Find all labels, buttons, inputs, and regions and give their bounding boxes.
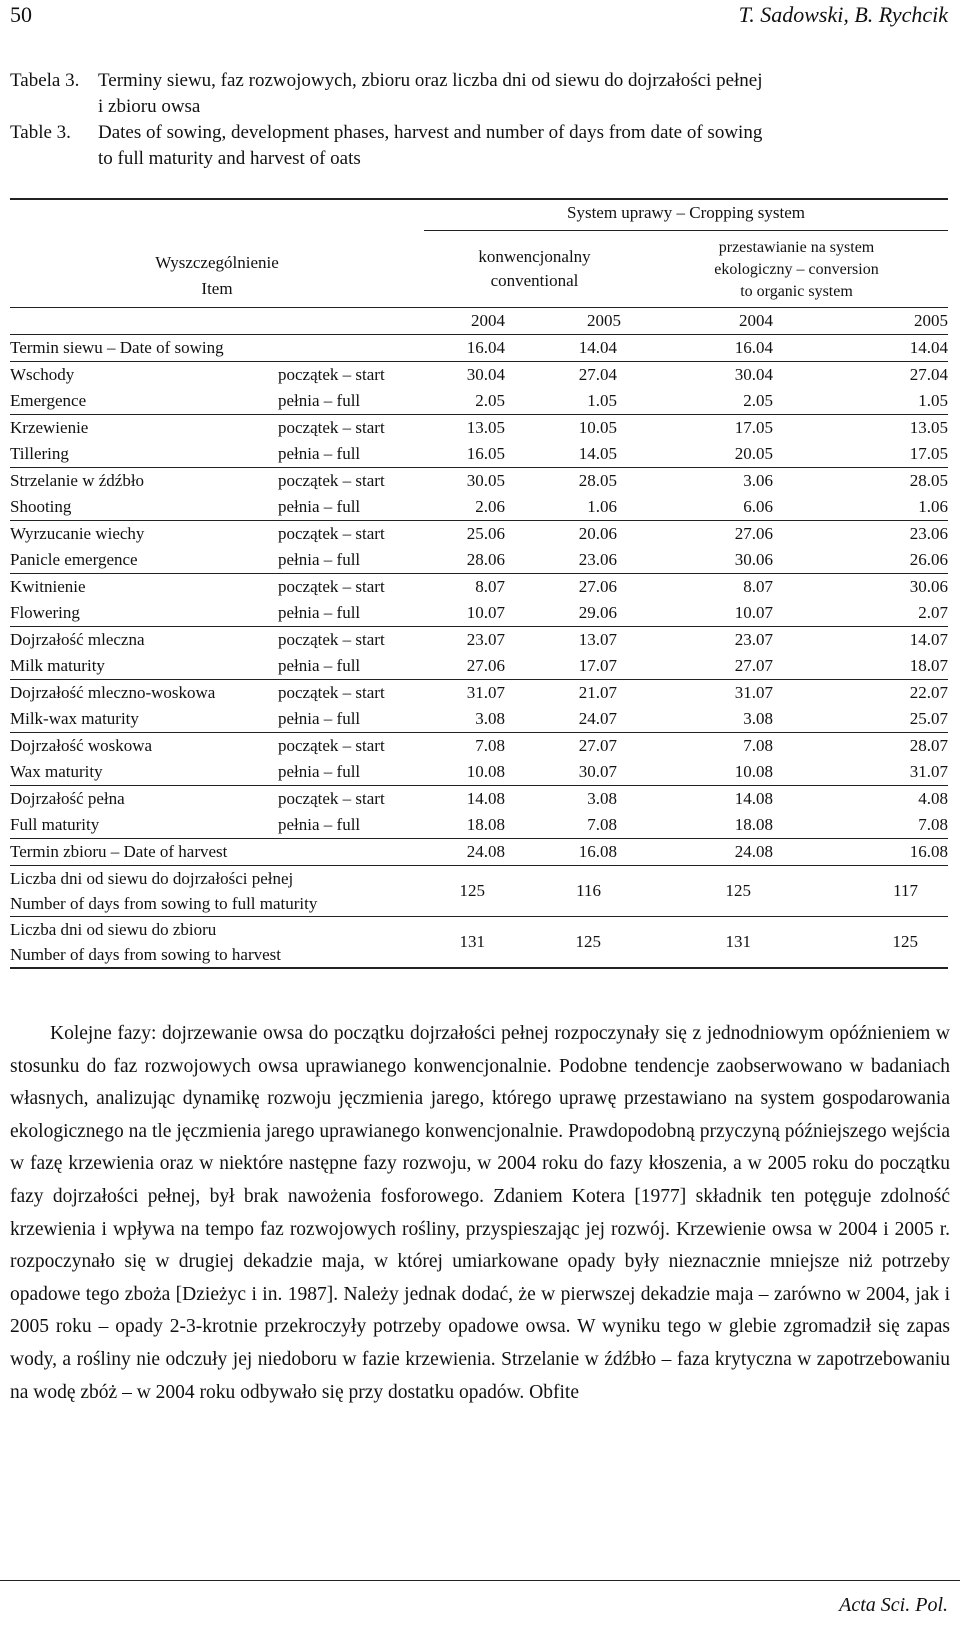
- start-label: początek – start: [278, 418, 385, 437]
- journal-name: Acta Sci. Pol.: [839, 1594, 948, 1616]
- value-cell: 10.05: [578, 418, 617, 437]
- phase-name-en: Panicle emergence: [10, 550, 138, 569]
- start-label: początek – start: [278, 736, 385, 755]
- phase-name-pl: Dojrzałość mleczna: [10, 630, 145, 649]
- conventional-header: [424, 231, 645, 308]
- value-cell: 10.08: [466, 762, 505, 781]
- value-cell: 18.08: [734, 815, 773, 834]
- phase-row: [10, 600, 948, 627]
- value-cell: 16.04: [466, 338, 505, 357]
- value-cell: 1.05: [587, 391, 617, 410]
- value-cell: 2.06: [475, 497, 505, 516]
- org-line-2: ekologiczny – conversion: [714, 261, 879, 278]
- phase-row: [10, 441, 948, 468]
- value-cell: 27.07: [578, 736, 617, 755]
- value-cell: 26.06: [909, 550, 948, 569]
- header-row-system: [10, 199, 948, 231]
- phase-name-pl: Dojrzałość pełna: [10, 789, 125, 808]
- conv-pl: konwencjonalny: [478, 247, 591, 266]
- phase-row: [10, 812, 948, 839]
- value-cell: 21.07: [578, 683, 617, 702]
- caption-en-text: Dates of sowing, development phases, harvest and number of days from date of sowing: [98, 122, 763, 143]
- value-cell: 28.07: [909, 736, 948, 755]
- value-cell: 7.08: [743, 736, 773, 755]
- caption-en-text-cont: to full maturity and harvest of oats: [98, 148, 361, 169]
- value-cell: 27.07: [734, 656, 773, 675]
- phase-row: [10, 653, 948, 680]
- phase-row: [10, 547, 948, 574]
- value-cell: 24.07: [578, 709, 617, 728]
- value-cell: 14.07: [909, 630, 948, 649]
- full-label: pełnia – full: [278, 762, 361, 781]
- value-cell: 8.07: [475, 577, 505, 596]
- value-cell: 23.07: [734, 630, 773, 649]
- value-cell: 29.06: [578, 603, 617, 622]
- harvest-row: [10, 839, 948, 866]
- value-cell: 23.06: [909, 524, 948, 543]
- value-cell: 7.08: [918, 815, 948, 834]
- phase-name-en: Emergence: [10, 391, 87, 410]
- phase-row: [10, 706, 948, 733]
- start-label: początek – start: [278, 524, 385, 543]
- value-cell: 131: [424, 917, 505, 969]
- phase-name-pl: Wschody: [10, 365, 75, 384]
- value-cell: 3.06: [743, 471, 773, 490]
- harvest-label: Termin zbioru – Date of harvest: [10, 842, 228, 861]
- value-cell: 16.04: [734, 338, 773, 357]
- value-cell: 1.05: [918, 391, 948, 410]
- year-cell: 2004: [471, 311, 505, 330]
- full-label: pełnia – full: [278, 391, 361, 410]
- phase-row: [10, 362, 948, 389]
- value-cell: 7.08: [587, 815, 617, 834]
- label-pl: Liczba dni od siewu do dojrzałości pełnej: [10, 869, 294, 888]
- value-cell: 30.05: [466, 471, 505, 490]
- phase-name-en: Full maturity: [10, 815, 100, 834]
- sowing-row: [10, 335, 948, 362]
- value-cell: 25.07: [909, 709, 948, 728]
- value-cell: 4.08: [918, 789, 948, 808]
- value-cell: 27.04: [909, 365, 948, 384]
- value-cell: 117: [893, 881, 918, 900]
- value-cell: 30.04: [466, 365, 505, 384]
- value-cell: 22.07: [909, 683, 948, 702]
- value-cell: 13.07: [578, 630, 617, 649]
- days-harvest-label: [10, 917, 424, 969]
- value-cell: 16.08: [909, 842, 948, 861]
- label-pl: Liczba dni od siewu do zbioru: [10, 920, 217, 939]
- phase-row: [10, 627, 948, 654]
- value-cell: 14.08: [466, 789, 505, 808]
- footer-rule: [0, 1580, 960, 1581]
- value-cell: 30.06: [909, 577, 948, 596]
- caption-pl-text: Terminy siewu, faz rozwojowych, zbioru oraz liczba dni od siewu do dojrzałości pełnej: [98, 70, 763, 91]
- value-cell: 25.06: [466, 524, 505, 543]
- value-cell: 16.08: [578, 842, 617, 861]
- phase-name-pl: Krzewienie: [10, 418, 89, 437]
- value-cell: 8.07: [743, 577, 773, 596]
- phase-row: [10, 468, 948, 495]
- full-label: pełnia – full: [278, 709, 361, 728]
- year-cell: 2005: [914, 311, 948, 330]
- value-cell: 28.05: [909, 471, 948, 490]
- value-cell: 24.08: [466, 842, 505, 861]
- value-cell: 14.08: [734, 789, 773, 808]
- page-header: [0, 0, 960, 50]
- organic-header: [645, 231, 948, 308]
- value-cell: 2.05: [475, 391, 505, 410]
- phase-name-pl: Dojrzałość mleczno-woskowa: [10, 683, 216, 702]
- item-header-pl: Wyszczególnienie: [155, 252, 279, 272]
- conv-en: conventional: [490, 271, 579, 290]
- value-cell: 16.05: [466, 444, 505, 463]
- value-cell: 28.06: [466, 550, 505, 569]
- phase-name-en: Shooting: [10, 497, 72, 516]
- value-cell: 24.08: [734, 842, 773, 861]
- full-label: pełnia – full: [278, 497, 361, 516]
- phase-row: [10, 733, 948, 760]
- value-cell: 30.06: [734, 550, 773, 569]
- phase-row: [10, 786, 948, 813]
- org-line-3: to organic system: [740, 283, 853, 300]
- value-cell: 13.05: [909, 418, 948, 437]
- item-header-en: Item: [201, 278, 233, 298]
- phase-row: [10, 388, 948, 415]
- days-harvest-row: [10, 917, 948, 969]
- page-number: 50: [10, 2, 32, 27]
- body-paragraph: Kolejne fazy: dojrzewanie owsa do początku dojrzałości pełnej rozpoczynały się z jednodniowym opóźnieniem w stosunku do faz rozwojowych owsa uprawianego konwencjonalnie. Podobne tendencje zaobserwowano w badaniach własnych, analizując dynamikę rozwoju jęczmienia jarego, którego uprawę przestawiano na system gospodarowania ekologicznego na tle jęczmienia jarego uprawianego konwencjonalnie. Prawdopodobną przyczyną późniejszego wejścia w fazę krzewienia oraz w niektóre następne fazy rozwoju, w 2004 roku do fazy kłoszenia, a w 2005 roku do początku fazy dojrzałości pełnej, był brak nawożenia fosforowego. Zdaniem Kotera [1977] składnik ten potęguje zdolność krzewienia i wpływa na tempo faz rozwojowych rośliny, przyspieszając jej rozwój. Krzewienie owsa w 2004 i 2005 r. rozpoczynało się w drugiej dekadzie maja, w której umiarkowane opady były nieznacznie mniejsze niż potrzeby opadowe tego zboża [Dzieżyc i in. 1987]. Należy jednak dodać, że w pierwszej dekadzie maja – zarówno w 2004, jak i 2005 roku – opady 2-3-krotnie przekroczyły potrzeby opadowe owsa. W wyniku tego w glebie zgromadził się zapas wody, a rośliny nie odczuły jej niedoboru w fazie krzewienia. Strzelanie w źdźbło – faza krytyczna w zapotrzebowaniu na wodę zbóż – w 2004 roku odbywało się przy dostatku opadów. Obfite: [10, 1023, 950, 1403]
- year-cell: 2004: [739, 311, 773, 330]
- sowing-label: Termin siewu – Date of sowing: [10, 338, 224, 357]
- full-label: pełnia – full: [278, 550, 361, 569]
- value-cell: 125: [459, 881, 485, 900]
- value-cell: 125: [505, 917, 645, 969]
- value-cell: 18.07: [909, 656, 948, 675]
- value-cell: 3.08: [587, 789, 617, 808]
- value-cell: 1.06: [587, 497, 617, 516]
- value-cell: 31.07: [909, 762, 948, 781]
- value-cell: 27.06: [578, 577, 617, 596]
- phase-name-en: Milk maturity: [10, 656, 105, 675]
- value-cell: 20.06: [578, 524, 617, 543]
- phase-name-pl: Dojrzałość woskowa: [10, 736, 153, 755]
- value-cell: 2.07: [918, 603, 948, 622]
- value-cell: 27.04: [578, 365, 617, 384]
- phenology-table: [10, 198, 948, 969]
- phase-row: [10, 494, 948, 521]
- start-label: początek – start: [278, 630, 385, 649]
- value-cell: 14.04: [909, 338, 948, 357]
- value-cell: 1.06: [918, 497, 948, 516]
- value-cell: 17.05: [734, 418, 773, 437]
- value-cell: 116: [576, 881, 601, 900]
- value-cell: 10.07: [466, 603, 505, 622]
- year-cell: 2005: [587, 311, 621, 330]
- caption-pl-label: Tabela 3.: [10, 70, 80, 91]
- phase-row: [10, 759, 948, 786]
- start-label: początek – start: [278, 577, 385, 596]
- full-label: pełnia – full: [278, 603, 361, 622]
- caption-pl-text-cont: i zbioru owsa: [98, 96, 201, 117]
- phase-name-en: Wax maturity: [10, 762, 103, 781]
- phase-row: [10, 680, 948, 707]
- phase-row: [10, 415, 948, 442]
- days-full-row: [10, 866, 948, 917]
- value-cell: 31.07: [734, 683, 773, 702]
- full-label: pełnia – full: [278, 444, 361, 463]
- years-row: [10, 308, 948, 335]
- value-cell: 20.05: [734, 444, 773, 463]
- value-cell: 6.06: [743, 497, 773, 516]
- days-full-label: [10, 866, 424, 917]
- caption-en-label: Table 3.: [10, 122, 71, 143]
- start-label: początek – start: [278, 471, 385, 490]
- phase-name-pl: Strzelanie w źdźbło: [10, 471, 145, 490]
- phase-name-pl: Kwitnienie: [10, 577, 86, 596]
- running-authors: T. Sadowski, B. Rychcik: [738, 2, 948, 27]
- phase-name-en: Flowering: [10, 603, 80, 622]
- value-cell: 125: [795, 917, 948, 969]
- value-cell: 10.08: [734, 762, 773, 781]
- item-header: [10, 199, 424, 308]
- value-cell: 30.04: [734, 365, 773, 384]
- label-en: Number of days from sowing to full maturity: [10, 894, 318, 913]
- system-header: System uprawy – Cropping system: [424, 199, 948, 231]
- label-en: Number of days from sowing to harvest: [10, 945, 282, 964]
- start-label: początek – start: [278, 683, 385, 702]
- value-cell: 3.08: [475, 709, 505, 728]
- value-cell: 28.05: [578, 471, 617, 490]
- value-cell: 31.07: [466, 683, 505, 702]
- start-label: początek – start: [278, 789, 385, 808]
- phase-row: [10, 574, 948, 601]
- phase-row: [10, 521, 948, 548]
- value-cell: 2.05: [743, 391, 773, 410]
- value-cell: 125: [725, 881, 751, 900]
- phase-name-en: Tillering: [10, 444, 69, 463]
- value-cell: 3.08: [743, 709, 773, 728]
- start-label: początek – start: [278, 365, 385, 384]
- table-caption: [10, 68, 950, 172]
- value-cell: 131: [645, 917, 795, 969]
- value-cell: 27.06: [466, 656, 505, 675]
- value-cell: 18.08: [466, 815, 505, 834]
- full-label: pełnia – full: [278, 656, 361, 675]
- value-cell: 10.07: [734, 603, 773, 622]
- value-cell: 23.06: [578, 550, 617, 569]
- phase-name-en: Milk-wax maturity: [10, 709, 139, 728]
- value-cell: 13.05: [466, 418, 505, 437]
- value-cell: 17.07: [578, 656, 617, 675]
- value-cell: 30.07: [578, 762, 617, 781]
- value-cell: 14.05: [578, 444, 617, 463]
- full-label: pełnia – full: [278, 815, 361, 834]
- value-cell: 14.04: [578, 338, 617, 357]
- value-cell: 23.07: [466, 630, 505, 649]
- value-cell: 7.08: [475, 736, 505, 755]
- value-cell: 17.05: [909, 444, 948, 463]
- value-cell: 27.06: [734, 524, 773, 543]
- org-line-1: przestawianie na system: [718, 239, 875, 256]
- phase-name-pl: Wyrzucanie wiechy: [10, 524, 145, 543]
